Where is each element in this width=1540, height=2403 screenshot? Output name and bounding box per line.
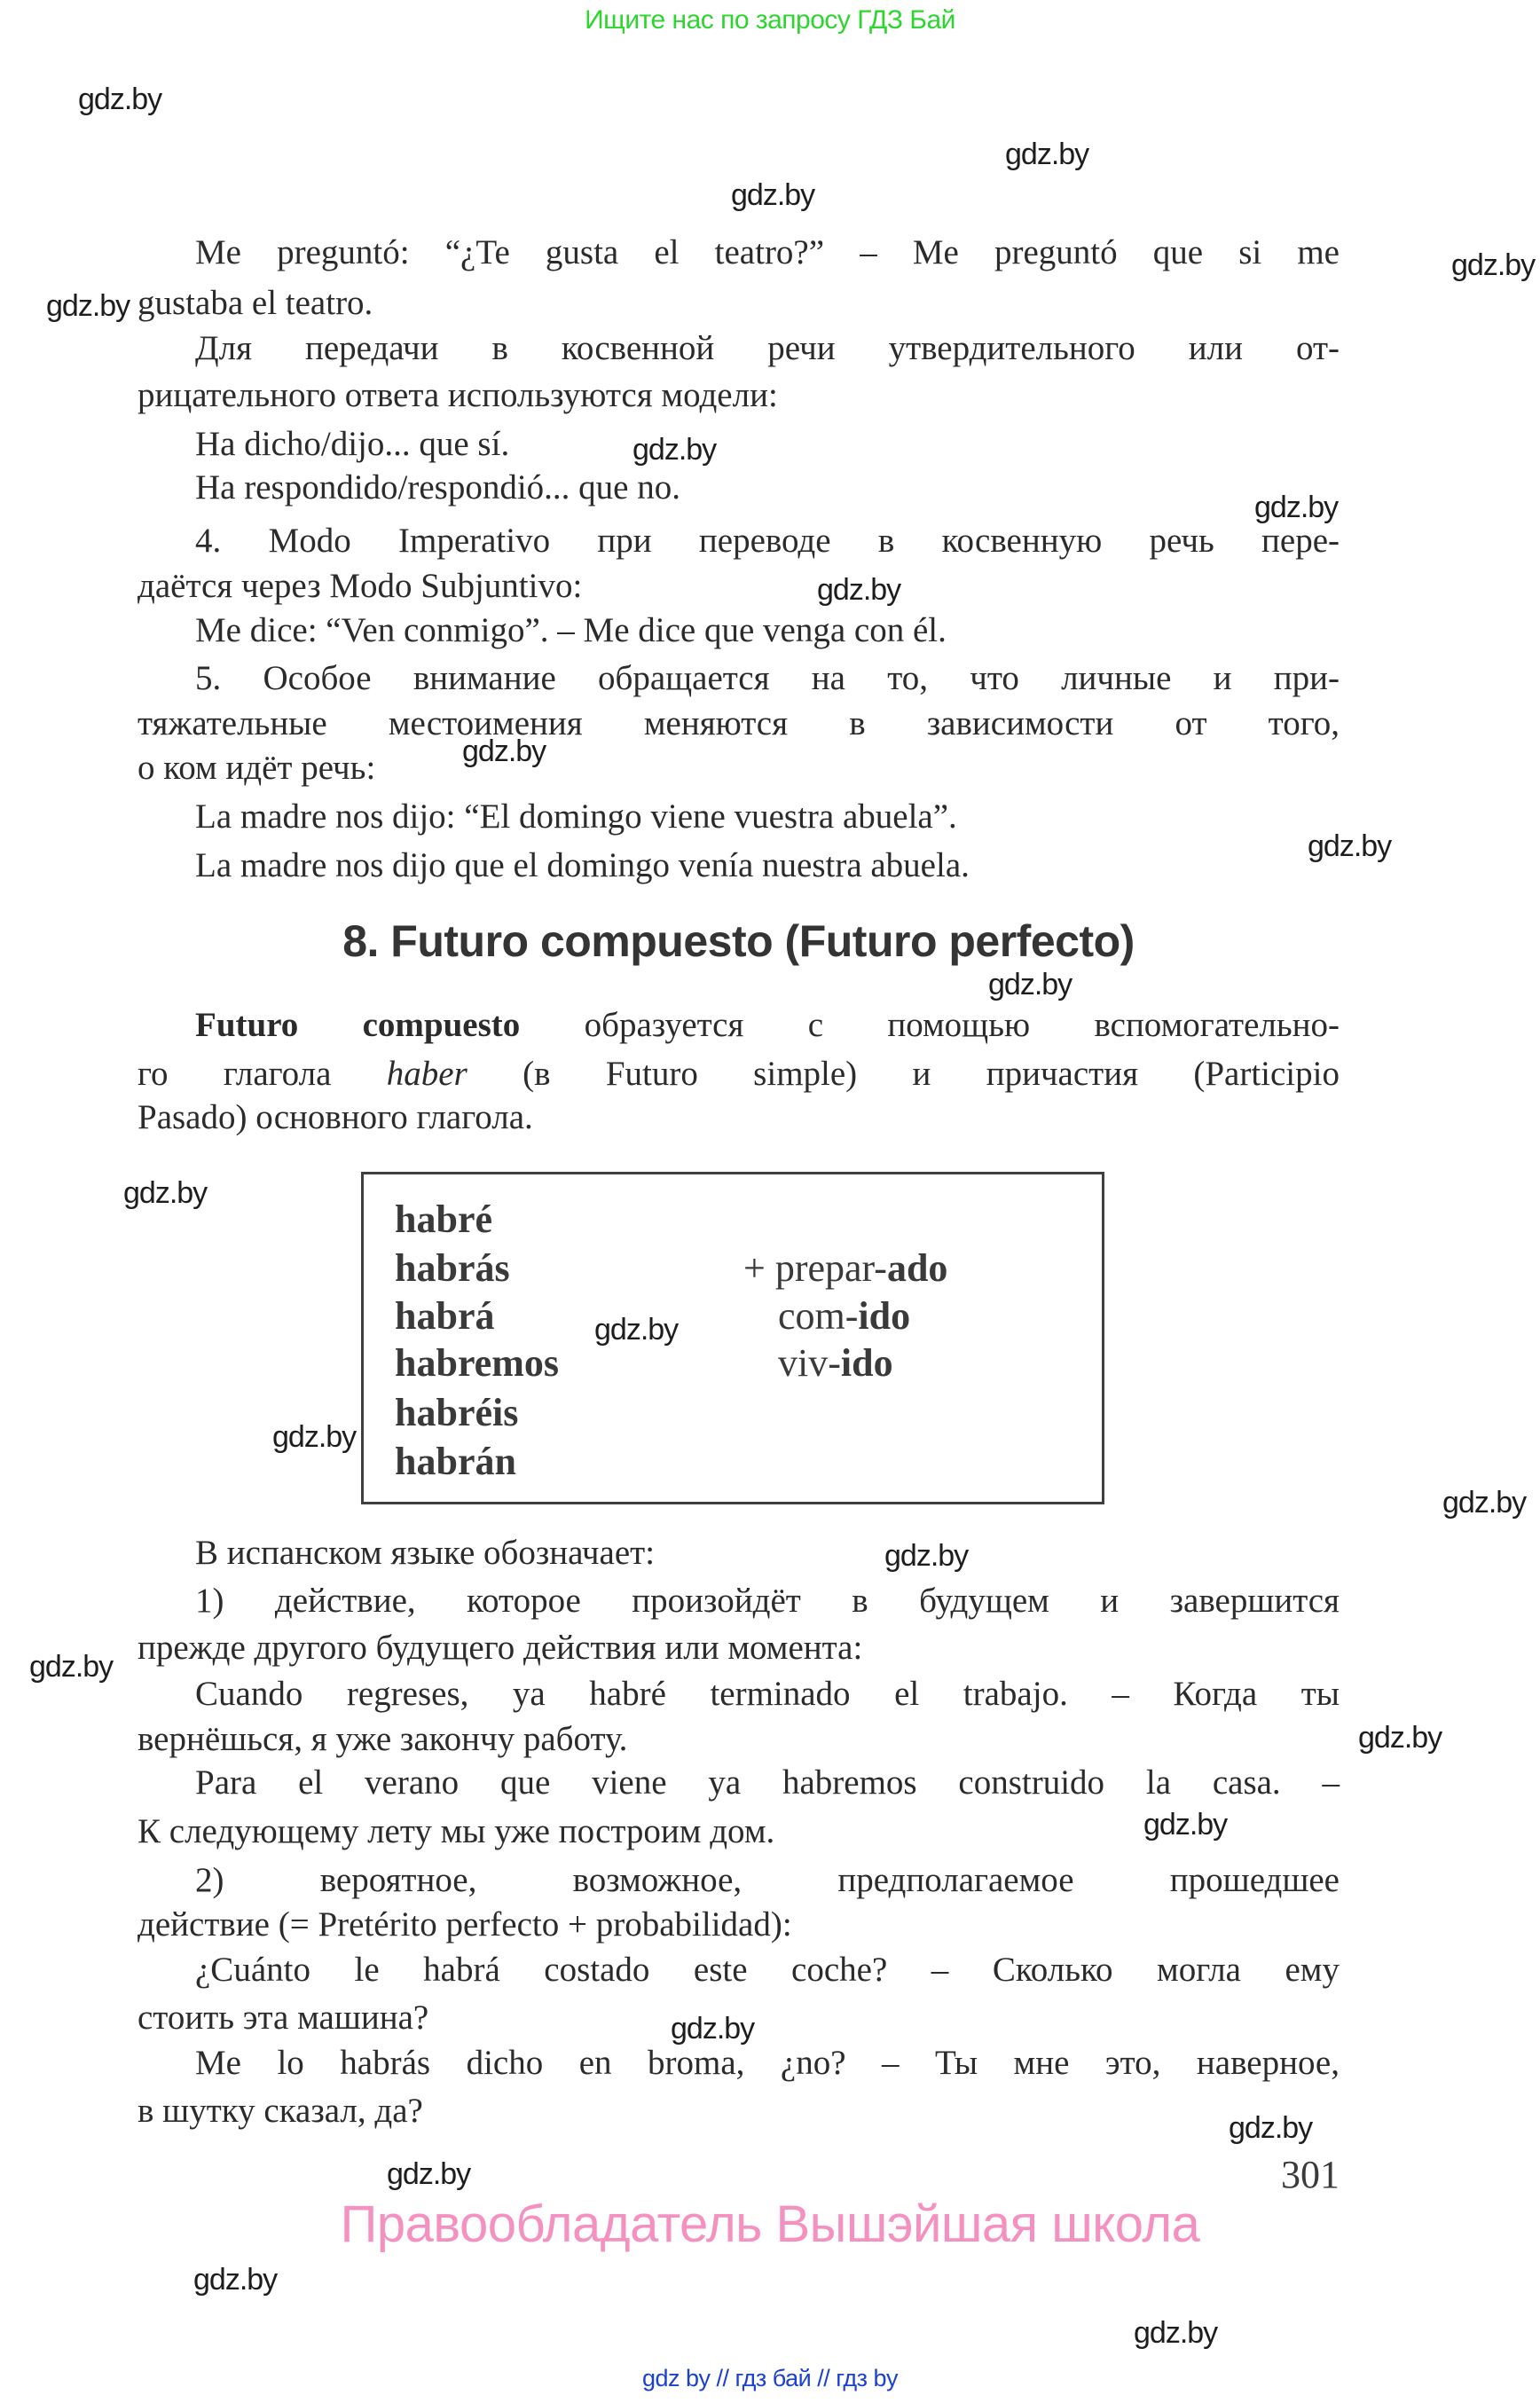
text-line <box>195 609 947 653</box>
text-segment: 5. Особое внимание обращается на то, что личные и при- <box>195 659 1340 697</box>
watermark-gdzby: gdz.by <box>884 1539 969 1573</box>
promo-banner: Ищите нас по запросу ГДЗ Бай <box>585 5 955 35</box>
text-line <box>195 657 1340 701</box>
text-segment: habré <box>395 1198 492 1241</box>
text-line <box>138 2090 423 2133</box>
text-line <box>138 374 778 418</box>
text-segment: viv- <box>778 1341 841 1385</box>
text-segment: Для передачи в косвенной речи утвердительного или от- <box>195 329 1340 367</box>
text-segment: го глагола <box>138 1055 387 1093</box>
text-segment: действие (= Pretérito perfecto + probabilidad): <box>138 1905 792 1944</box>
text-line <box>195 1004 1340 1048</box>
copyright-notice: Правообладатель Вышэйшая школа <box>340 2195 1200 2253</box>
text-segment: ido <box>840 1341 893 1385</box>
text-line <box>195 2042 1340 2085</box>
text-segment: вернёшься, я уже закончу работу. <box>138 1720 628 1758</box>
text-segment: ido <box>858 1294 911 1338</box>
text-segment: о ком идёт речь: <box>138 749 376 787</box>
page-number: 301 <box>1281 2153 1340 2196</box>
watermark-gdzby: gdz.by <box>193 2263 278 2297</box>
watermark-gdzby: gdz.by <box>123 1176 208 1210</box>
text-line <box>138 282 373 326</box>
text-line <box>195 1762 1340 1805</box>
text-segment: haber <box>386 1055 468 1093</box>
watermark-gdzby: gdz.by <box>1229 2111 1313 2145</box>
conjugation-text <box>778 1292 910 1340</box>
conjugation-text <box>395 1339 559 1387</box>
text-segment: даётся через Modo Subjuntivo: <box>138 567 583 605</box>
watermark-gdzby: gdz.by <box>671 2012 755 2046</box>
text-line <box>195 1580 1340 1623</box>
text-segment: + prepar- <box>743 1246 887 1290</box>
text-segment: образуется с помощью вспомогательно- <box>520 1006 1340 1044</box>
text-segment: com- <box>778 1294 859 1338</box>
watermark-gdzby: gdz.by <box>1308 829 1392 863</box>
conjugation-text <box>395 1195 492 1244</box>
text-segment: стоить эта машина? <box>138 1999 429 2037</box>
text-segment: Me lo habrás dicho en broma, ¿no? – Ты мне это, наверное, <box>195 2044 1340 2082</box>
text-line <box>195 467 680 510</box>
watermark-gdzby: gdz.by <box>1134 2316 1218 2350</box>
text-segment: (в Futuro simple) и причастия (Participio <box>467 1055 1340 1093</box>
watermark-gdzby: gdz.by <box>632 433 717 467</box>
text-line <box>138 1810 774 1854</box>
text-segment: 1) действие, которое произойдёт в будущем и завершится <box>195 1582 1340 1620</box>
text-line <box>138 1718 627 1762</box>
text-line <box>195 844 970 888</box>
text-line <box>138 1904 792 1947</box>
text-segment: La madre nos dijo: “El domingo viene vuestra abuela”. <box>195 797 957 836</box>
text-segment: Pasado) основного глагола. <box>138 1098 533 1136</box>
watermark-gdzby: gdz.by <box>462 734 546 768</box>
text-segment: habrán <box>395 1440 516 1483</box>
watermark-gdzby: gdz.by <box>817 573 901 607</box>
footer-links[interactable]: gdz by // гдз бай // гдз by <box>641 2365 899 2391</box>
text-segment: habréis <box>395 1391 519 1434</box>
text-line <box>138 747 375 790</box>
conjugation-text <box>743 1244 947 1292</box>
text-line <box>195 423 509 467</box>
text-segment: gustaba el teatro. <box>138 284 373 322</box>
watermark-gdzby: gdz.by <box>272 1420 357 1454</box>
text-segment: Me dice: “Ven conmigo”. – Me dice que venga con él. <box>195 611 947 649</box>
text-line <box>195 520 1340 563</box>
text-segment: Me preguntó: “¿Te gusta el teatro?” – Me preguntó que si me <box>195 233 1340 271</box>
text-segment: рицательного ответа используются модели: <box>138 376 778 414</box>
text-line <box>195 327 1340 371</box>
watermark-gdzby: gdz.by <box>387 2157 471 2191</box>
text-segment: habrá <box>395 1294 495 1338</box>
watermark-gdzby: gdz.by <box>1005 137 1089 171</box>
text-segment: habremos <box>395 1341 559 1385</box>
text-line <box>138 1096 533 1140</box>
text-segment: прежде другого будущего действия или момента: <box>138 1629 863 1667</box>
conjugation-text <box>778 1339 893 1387</box>
watermark-gdzby: gdz.by <box>594 1313 679 1347</box>
watermark-gdzby: gdz.by <box>731 178 815 212</box>
conjugation-text <box>395 1437 516 1486</box>
text-line <box>195 1532 655 1575</box>
text-line <box>195 1673 1340 1716</box>
watermark-gdzby: gdz.by <box>1442 1486 1527 1520</box>
conjugation-text <box>395 1244 510 1292</box>
text-line <box>138 1997 428 2040</box>
text-line <box>195 1949 1340 1992</box>
text-segment: 4. Modo Imperativo при переводе в косвенную речь пере- <box>195 522 1340 560</box>
text-segment: ¿Cuánto le habrá costado este coche? – Сколько могла ему <box>195 1951 1340 1989</box>
text-line <box>138 703 1340 746</box>
watermark-gdzby: gdz.by <box>1358 1721 1442 1755</box>
text-segment: habrás <box>395 1246 510 1290</box>
text-segment: 2) вероятное, возможное, предполагаемое прошедшее <box>195 1861 1340 1899</box>
watermark-gdzby: gdz.by <box>29 1650 114 1684</box>
text-line <box>138 565 582 609</box>
text-line <box>195 1859 1340 1903</box>
watermark-gdzby: gdz.by <box>1451 248 1536 282</box>
text-segment: тяжательные местоимения меняются в зависимости от того, <box>138 704 1340 742</box>
text-line <box>138 1053 1340 1096</box>
text-segment: La madre nos dijo que el domingo venía nuestra abuela. <box>195 846 970 884</box>
text-segment: Ha respondido/respondió... que no. <box>195 468 680 507</box>
watermark-gdzby: gdz.by <box>988 968 1072 1001</box>
text-segment: Cuando regreses, ya habré terminado el trabajo. – Когда ты <box>195 1675 1340 1713</box>
text-segment: В испанском языке обозначает: <box>195 1534 656 1572</box>
watermark-gdzby: gdz.by <box>46 289 130 323</box>
watermark-gdzby: gdz.by <box>1143 1808 1228 1842</box>
text-line <box>195 232 1340 275</box>
watermark-gdzby: gdz.by <box>1254 491 1339 524</box>
text-line <box>138 1627 862 1670</box>
text-segment: в шутку сказал, да? <box>138 2092 423 2130</box>
section-heading: 8. Futuro compuesto (Futuro perfecto) <box>342 916 1135 966</box>
watermark-gdzby: gdz.by <box>78 82 162 116</box>
text-segment: К следующему лету мы уже построим дом. <box>138 1812 775 1850</box>
conjugation-text <box>395 1388 518 1437</box>
text-segment: Ha dicho/dijo... que sí. <box>195 425 510 463</box>
text-segment: ado <box>886 1246 948 1290</box>
text-segment: Futuro compuesto <box>195 1006 521 1044</box>
text-line <box>195 796 957 839</box>
text-segment: Para el verano que viene ya habremos construido la casa. – <box>195 1763 1340 1802</box>
conjugation-text <box>395 1292 494 1340</box>
